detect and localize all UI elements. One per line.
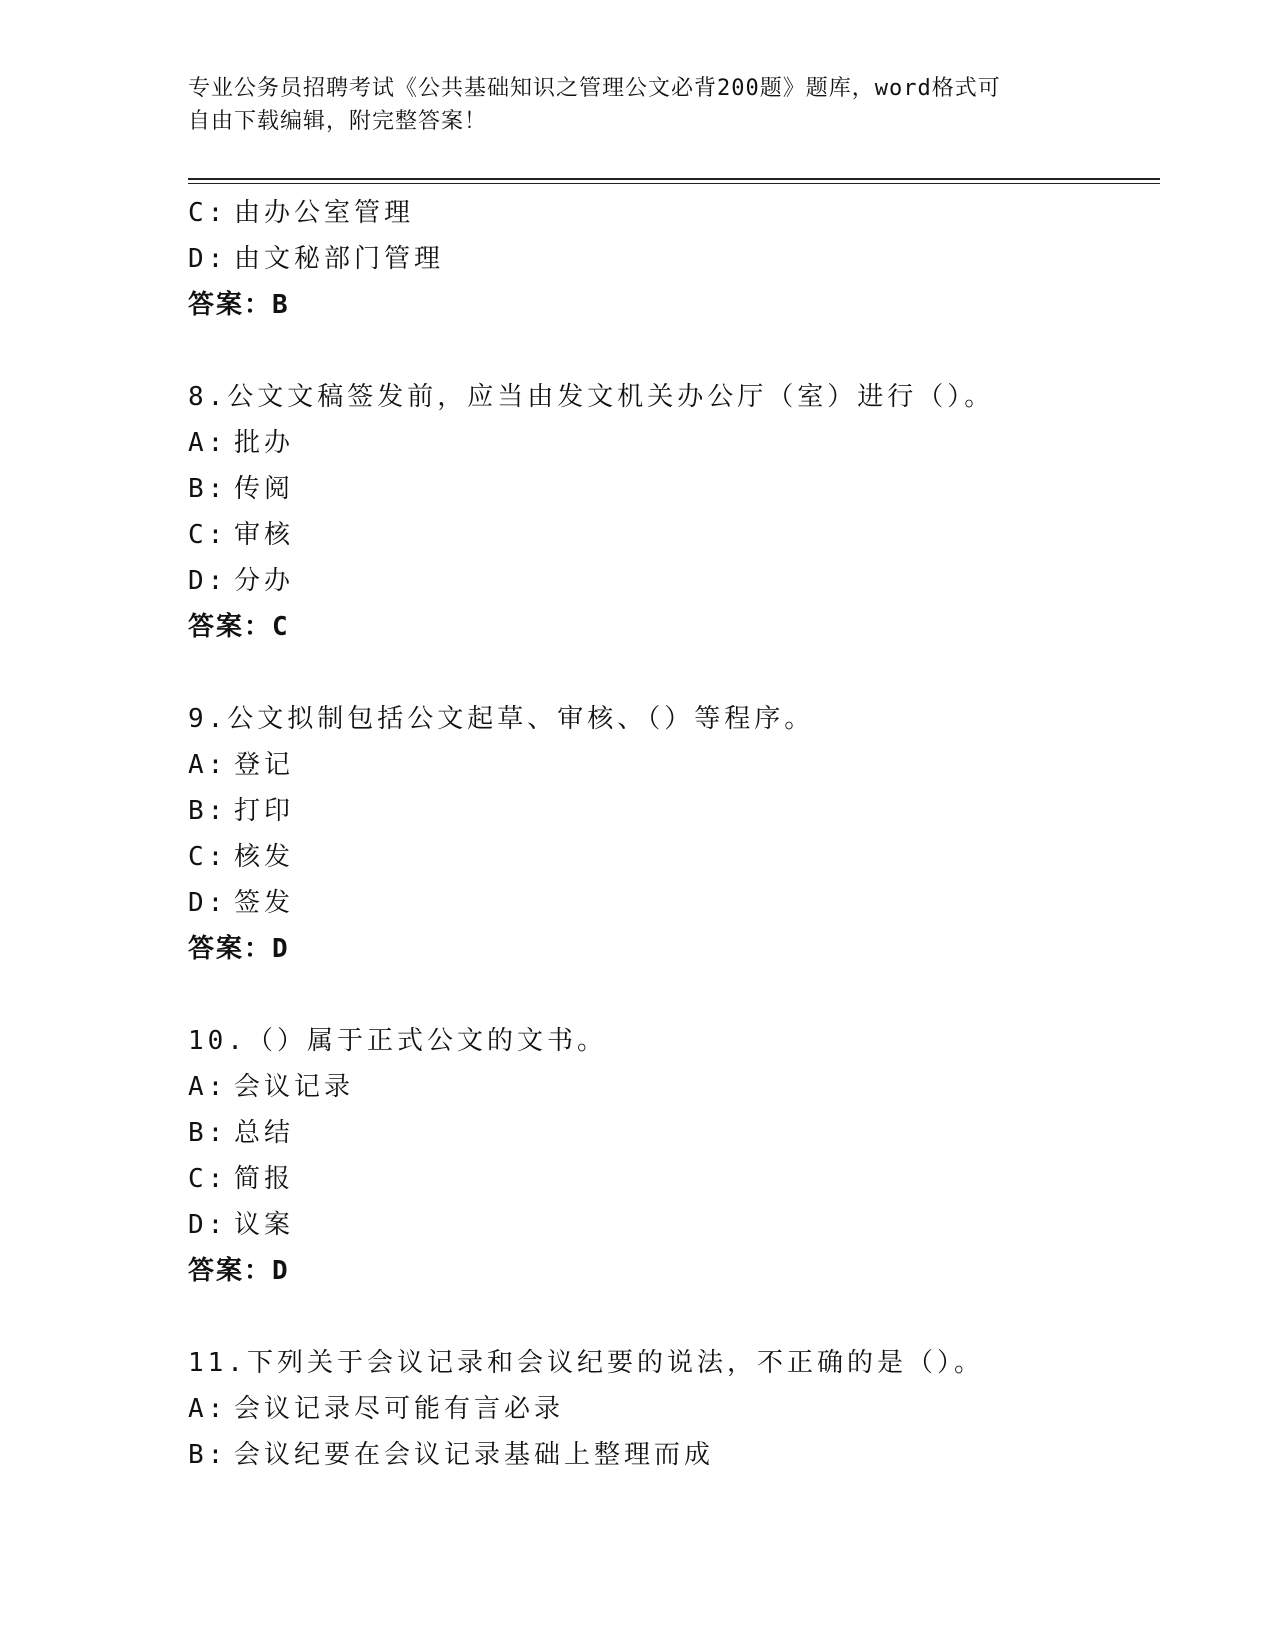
option-letter: B:	[188, 796, 228, 826]
option-line	[188, 1064, 1160, 1110]
option-line	[188, 236, 1160, 282]
option-letter: B:	[188, 474, 228, 504]
question-list	[188, 190, 1160, 1478]
option-text: 分办	[234, 566, 295, 596]
option-line	[188, 1110, 1160, 1156]
option-line	[188, 190, 1160, 236]
option-line	[188, 880, 1160, 926]
option-line	[188, 1156, 1160, 1202]
question-stem: 9.公文拟制包括公文起草、审核、（）等程序。	[188, 704, 815, 734]
option-text: 会议纪要在会议记录基础上整理而成	[234, 1440, 715, 1470]
option-letter: A:	[188, 428, 228, 458]
option-text: 总结	[234, 1118, 295, 1148]
option-text: 由办公室管理	[234, 198, 415, 228]
option-letter: A:	[188, 1072, 228, 1102]
option-text: 传阅	[234, 474, 295, 504]
option-text: 核发	[234, 842, 295, 872]
option-letter: C:	[188, 842, 228, 872]
answer-line: 答案：B	[188, 290, 290, 320]
answer-line: 答案：C	[188, 612, 290, 642]
option-letter: A:	[188, 750, 228, 780]
option-text: 议案	[234, 1210, 295, 1240]
option-text: 打印	[234, 796, 295, 826]
header-rule-thick	[188, 178, 1160, 180]
option-text: 简报	[234, 1164, 295, 1194]
option-text: 签发	[234, 888, 295, 918]
answer-line: 答案：D	[188, 934, 290, 964]
question-stem: 11.下列关于会议记录和会议纪要的说法，不正确的是（）。	[188, 1348, 984, 1378]
option-letter: D:	[188, 1210, 228, 1240]
option-text: 由文秘部门管理	[234, 244, 445, 274]
option-line	[188, 1202, 1160, 1248]
header-line-2: 自由下载编辑，附完整答案！	[188, 109, 488, 134]
option-line	[188, 742, 1160, 788]
option-line	[188, 1386, 1160, 1432]
option-text: 会议记录	[234, 1072, 355, 1102]
answer-line: 答案：D	[188, 1256, 290, 1286]
option-letter: C:	[188, 198, 228, 228]
option-text: 登记	[234, 750, 295, 780]
option-text: 批办	[234, 428, 295, 458]
option-letter: C:	[188, 1164, 228, 1194]
option-letter: D:	[188, 888, 228, 918]
option-letter: B:	[188, 1440, 228, 1470]
option-letter: C:	[188, 520, 228, 550]
option-letter: B:	[188, 1118, 228, 1148]
option-line	[188, 420, 1160, 466]
option-line	[188, 788, 1160, 834]
header-line-1: 专业公务员招聘考试《公共基础知识之管理公文必背200题》题库，word格式可	[188, 76, 1001, 101]
option-text: 审核	[234, 520, 295, 550]
option-line	[188, 1432, 1160, 1478]
option-line	[188, 466, 1160, 512]
option-line	[188, 558, 1160, 604]
question-stem: 10.（）属于正式公文的文书。	[188, 1026, 607, 1056]
option-text: 会议记录尽可能有言必录	[234, 1394, 565, 1424]
option-line	[188, 512, 1160, 558]
header-rule-thin	[188, 183, 1160, 184]
question-stem: 8.公文文稿签发前，应当由发文机关办公厅（室）进行（）。	[188, 382, 995, 412]
document-header	[188, 72, 1068, 138]
option-letter: A:	[188, 1394, 228, 1424]
option-letter: D:	[188, 244, 228, 274]
option-letter: D:	[188, 566, 228, 596]
option-line	[188, 834, 1160, 880]
